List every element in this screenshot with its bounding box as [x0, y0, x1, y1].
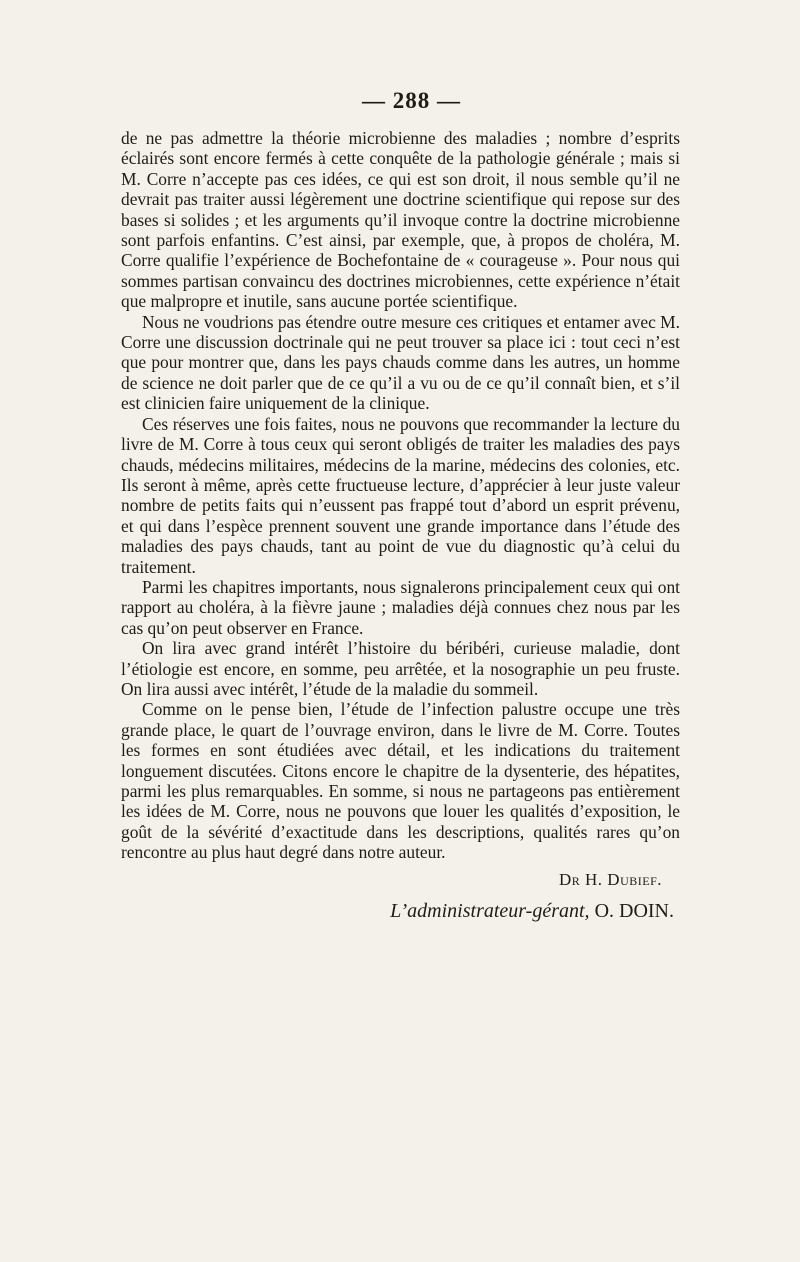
paragraph-4: Parmi les chapitres importants, nous signalerons principalement ceux qui ont rapport au choléra, à la fièvre jaune ; maladies déjà connues chez nous par les cas qu’on peut observer en France. [121, 576, 680, 638]
paragraph-3: Ces réserves une fois faites, nous ne pouvons que recommander la lecture du livre de M. Corre à tous ceux qui seront obligés de traiter les maladies des pays chauds, médecins militaires, médecins de la marine, médecins des colonies, etc. Ils seront à même, après cette fructueuse lecture, d’apprécier à leur juste valeur nombre de petits faits qui n’eussent pas frappé tout d’abord un esprit prévenu, et qui dans l’espèce prennent souvent une grande importance dans l’étude des maladies des pays chauds, tant au point de vue du diagnostic qu’à celui du traitement. [121, 413, 680, 577]
paragraph-6: Comme on le pense bien, l’étude de l’infection palustre occupe une très grande place, le quart de l’ouvrage environ, dans le livre de M. Corre. Toutes les formes en sont étudiées avec détail, et les indications du traitement longuement discutées. Citons encore le chapitre de la dysenterie, des hépatites, parmi les plus remarquables. En somme, si nous ne partageons pas entièrement les idées de M. Corre, nous ne pouvons que louer les qualités d’exposition, le goût de la sévérité d’exactitude dans les descriptions, qualités rares qu’on rencontre au plus haut degré dans notre auteur. [121, 699, 680, 863]
paragraph-5: On lira avec grand intérêt l’histoire du béribéri, curieuse maladie, dont l’étiologie est encore, en somme, peu arrêtée, et la nosographie un peu fruste. On lira aussi avec intérêt, l’étude de la maladie du sommeil. [121, 638, 680, 699]
publisher-role: L’administrateur-gérant, [390, 899, 590, 922]
author-signature: Dr H. Dubief. [558, 869, 662, 889]
publisher-name: O. DOIN. [594, 899, 674, 922]
publisher-line [121, 900, 674, 923]
page-number: — 288 — [362, 88, 461, 113]
paragraph-2: Nous ne voudrions pas étendre outre mesure ces critiques et entamer avec M. Corre une discussion doctrinale qui ne peut trouver sa place ici : tout ceci n’est que pour montrer que, dans les pays chauds comme dans les autres, un homme de science ne doit parler que de ce qu’il a vu ou de ce qu’il connaît bien, et s’il est clinicien faire uniquement de la clinique. [121, 311, 680, 414]
paragraph-1: de ne pas admettre la théorie microbienne des maladies ; nombre d’esprits éclairés sont encore fermés à cette conquête de la pathologie générale ; mais si M. Corre n’accepte pas ces idées, ce qui est son droit, il nous semble qu’il ne devrait pas traiter aussi légèrement une doctrine scientifique qui repose sur des bases si solides ; et les arguments qu’il invoque contre la doctrine microbienne sont parfois enfantins. C’est ainsi, par exemple, que, à propos de choléra, M. Corre qualifie l’expérience de Bochefontaine de « courageuse ». Pour nous qui sommes partisan convaincu des doctrines microbiennes, cette expérience n’était que malpropre et inutile, sans aucune portée scientifique. [121, 128, 680, 312]
